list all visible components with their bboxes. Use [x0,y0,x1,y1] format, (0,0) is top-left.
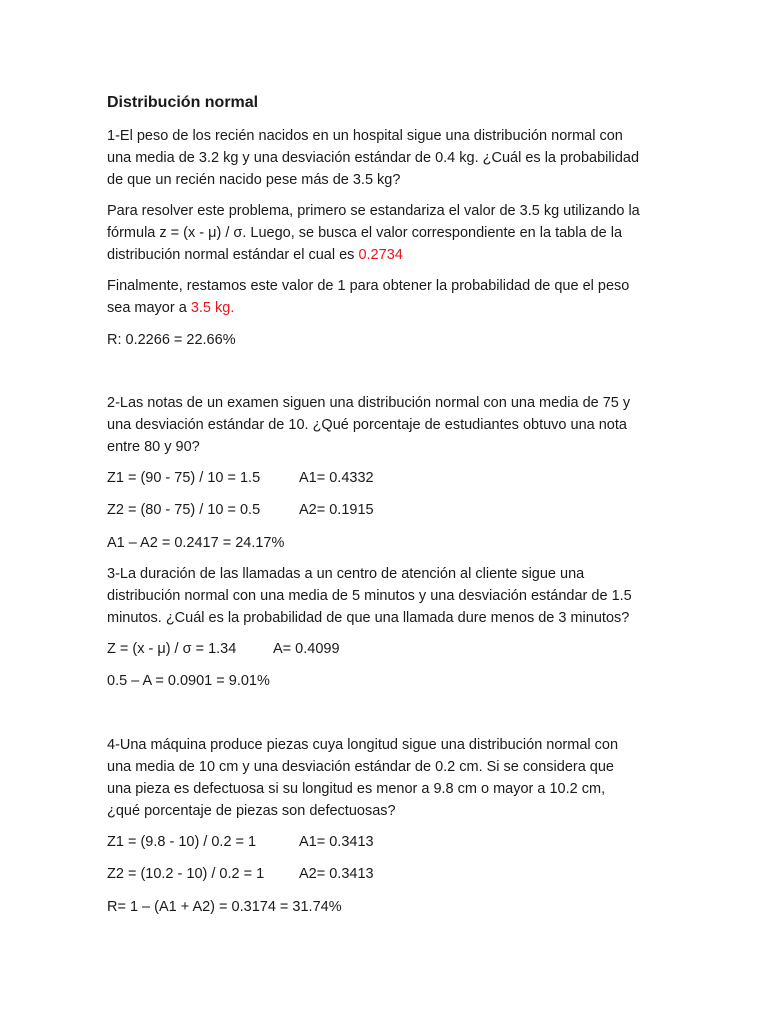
p2-row-1 [107,467,507,489]
p2-question-line-3: entre 80 y 90? [107,439,200,455]
p4-question-line-3: una pieza es defectuosa si su longitud es menor a 9.8 cm o mayor a 10.2 cm, [107,781,606,797]
p3-question-line-3: minutos. ¿Cuál es la probabilidad de que una llamada dure menos de 3 minutos? [107,610,630,626]
p4-row-2 [107,863,507,885]
p1-explain-line-3-text: distribución normal estándar el cual es [107,247,359,263]
p4-question-line-1: 4-Una máquina produce piezas cuya longitud sigue una distribución normal con [107,737,619,753]
p1-explain-line-2: fórmula z = (x - μ) / σ. Luego, se busca el valor correspondiente en la tabla de la [107,225,623,241]
p1-question-line-3: de que un recién nacido pese más de 3.5 kg? [107,172,401,188]
p1-final-value: 3.5 kg. [190,300,235,316]
p3-row-1 [107,638,507,660]
p2-z2: Z2 = (80 - 75) / 10 = 0.5 [107,502,261,518]
p1-final-line-1: Finalmente, restamos este valor de 1 para obtener la probabilidad de que el peso [107,278,630,294]
p3-question-line-2: distribución normal con una media de 5 minutos y una desviación estándar de 1.5 [107,588,632,604]
p3-z: Z = (x - μ) / σ = 1.34 [107,641,237,657]
p2-a2: A2= 0.1915 [299,502,374,518]
p4-a2: A2= 0.3413 [299,866,374,882]
p2-question-line-2: una desviación estándar de 10. ¿Qué porcentaje de estudiantes obtuvo una nota [107,417,627,433]
p2-z1: Z1 = (90 - 75) / 10 = 1.5 [107,470,261,486]
p4-row-1 [107,831,507,853]
p4-question-line-2: una media de 10 cm y una desviación estándar de 0.2 cm. Si se considera que [107,759,614,775]
p1-answer: R: 0.2266 = 22.66% [107,332,236,348]
p1-final-line-2-text: sea mayor a [107,300,191,316]
p2-row-2 [107,499,507,521]
p1-table-value: 0.2734 [358,247,403,263]
p1-explain-line-1: Para resolver este problema, primero se estandariza el valor de 3.5 kg utilizando la [107,203,640,219]
p4-z2: Z2 = (10.2 - 10) / 0.2 = 1 [107,866,265,882]
p1-question-line-1: 1-El peso de los recién nacidos en un hospital sigue una distribución normal con [107,128,623,144]
p2-answer: A1 – A2 = 0.2417 = 24.17% [107,535,285,551]
p2-a1: A1= 0.4332 [299,470,374,486]
p1-question-line-2: una media de 3.2 kg y una desviación estándar de 0.4 kg. ¿Cuál es la probabilidad [107,150,640,166]
document-title: Distribución normal [107,94,259,111]
p4-question-line-4: ¿qué porcentaje de piezas son defectuosas? [107,803,396,819]
p4-z1: Z1 = (9.8 - 10) / 0.2 = 1 [107,834,257,850]
p3-answer: 0.5 – A = 0.0901 = 9.01% [107,673,270,689]
p2-question-line-1: 2-Las notas de un examen siguen una distribución normal con una media de 75 y [107,395,631,411]
p1-explain-line-3 [107,244,403,266]
p3-question-line-1: 3-La duración de las llamadas a un centro de atención al cliente sigue una [107,566,585,582]
p3-a: A= 0.4099 [273,641,340,657]
p4-a1: A1= 0.3413 [299,834,374,850]
p1-final-line-2 [107,297,234,319]
p4-answer: R= 1 – (A1 + A2) = 0.3174 = 31.74% [107,899,342,915]
